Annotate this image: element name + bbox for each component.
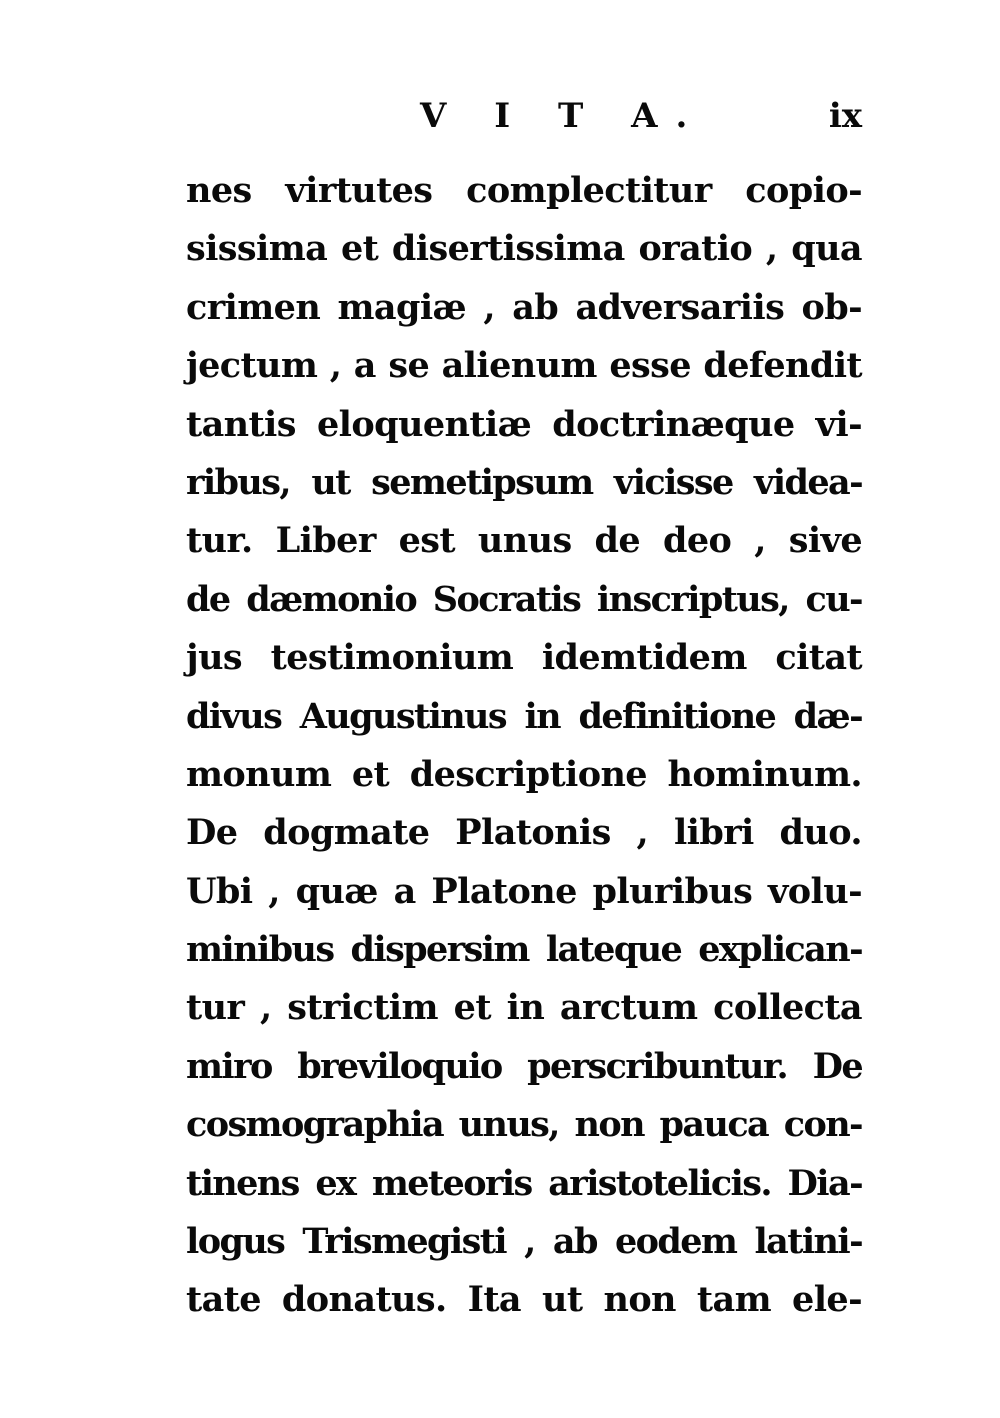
text-line: sissima et disertissima oratio , qua xyxy=(186,228,862,270)
page-header xyxy=(186,96,862,146)
text-line: De dogmate Platonis , libri duo. xyxy=(186,812,862,854)
text-line: nes virtutes complectitur copio- xyxy=(186,170,862,211)
page-number: ix xyxy=(828,96,862,136)
text-line: jus testimonium idemtidem citat xyxy=(186,637,862,679)
text-line: tate donatus. Ita ut non tam ele- xyxy=(186,1279,862,1321)
text-line: tinens ex meteoris aristotelicis. Dia- xyxy=(186,1162,862,1204)
text-line: Ubi , quæ a Platone pluribus volu- xyxy=(186,870,862,912)
body-text xyxy=(186,162,862,1330)
text-line: crimen magiæ , ab adversariis ob- xyxy=(186,286,862,328)
text-line: monum et descriptione hominum. xyxy=(186,753,862,795)
text-line: jectum , a se alienum esse defendit xyxy=(186,345,862,387)
text-line: tur , strictim et in arctum collecta xyxy=(186,987,862,1029)
text-line: minibus dispersim lateque explican- xyxy=(186,929,862,971)
running-title: V I T A. xyxy=(420,96,706,136)
text-line: tantis eloquentiæ doctrinæque vi- xyxy=(186,403,862,445)
text-line: divus Augustinus in definitione dæ- xyxy=(186,695,862,737)
text-line: tur. Liber est unus de deo , sive xyxy=(186,520,862,562)
text-line: logus Trismegisti , ab eodem latini- xyxy=(186,1221,862,1263)
text-line: ribus, ut semetipsum vicisse videa- xyxy=(186,461,862,503)
text-line: miro breviloquio perscribuntur. De xyxy=(186,1045,862,1087)
text-line: de dæmonio Socratis inscriptus, cu- xyxy=(186,578,862,620)
text-line: cosmographia unus, non pauca con- xyxy=(186,1104,862,1146)
